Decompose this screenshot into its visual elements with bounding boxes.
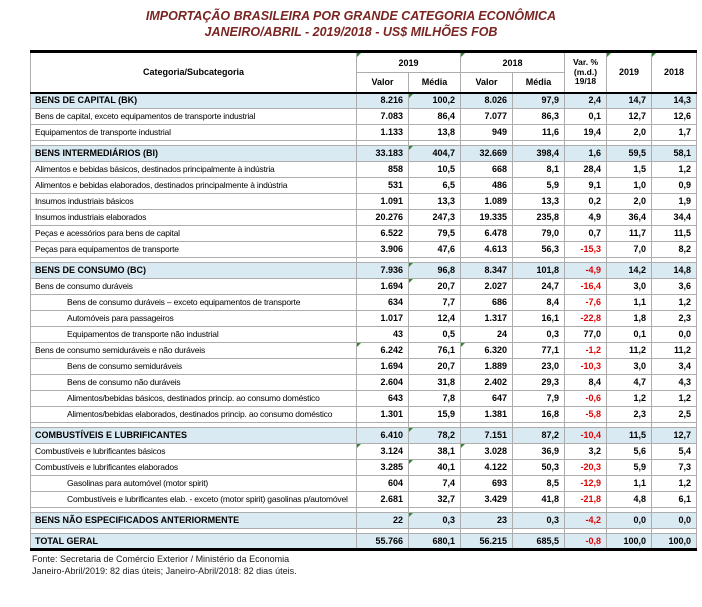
category-cell: Automóveis para passageiros bbox=[31, 311, 357, 327]
value-cell: 34,4 bbox=[652, 210, 697, 226]
table-body bbox=[31, 93, 697, 550]
value-cell: -4,9 bbox=[565, 263, 607, 279]
value-cell: 32.669 bbox=[461, 146, 513, 162]
value-cell: 11,7 bbox=[607, 226, 652, 242]
table-row bbox=[31, 178, 697, 194]
value-cell: 0,7 bbox=[565, 226, 607, 242]
value-cell: 59,5 bbox=[607, 146, 652, 162]
table-row bbox=[31, 359, 697, 375]
category-cell: Insumos industriais elaborados bbox=[31, 210, 357, 226]
table-row bbox=[31, 162, 697, 178]
value-cell: 2,4 bbox=[565, 93, 607, 109]
category-cell: Alimentos e bebidas básicos, destinados principalmente à indústria bbox=[31, 162, 357, 178]
value-cell: 693 bbox=[461, 476, 513, 492]
value-cell: 20,7 bbox=[409, 359, 461, 375]
header-share-2019: 2019 bbox=[607, 52, 652, 93]
value-cell: -0,8 bbox=[565, 534, 607, 550]
value-cell: 41,8 bbox=[513, 492, 565, 508]
value-cell: 47,6 bbox=[409, 242, 461, 258]
value-cell: -20,3 bbox=[565, 460, 607, 476]
table-row bbox=[31, 242, 697, 258]
value-cell: 76,1 bbox=[409, 343, 461, 359]
value-cell: 8,4 bbox=[513, 295, 565, 311]
value-cell: 7.083 bbox=[357, 109, 409, 125]
header-var-line1: Var. % bbox=[572, 57, 599, 67]
value-cell: 858 bbox=[357, 162, 409, 178]
value-cell: 6.522 bbox=[357, 226, 409, 242]
table-row bbox=[31, 226, 697, 242]
value-cell: 1,7 bbox=[652, 125, 697, 141]
value-cell: 24,7 bbox=[513, 279, 565, 295]
value-cell: 86,4 bbox=[409, 109, 461, 125]
value-cell: 16,8 bbox=[513, 407, 565, 423]
value-cell: 3,6 bbox=[652, 279, 697, 295]
value-cell: -15,3 bbox=[565, 242, 607, 258]
value-cell: 87,2 bbox=[513, 428, 565, 444]
value-cell: 15,9 bbox=[409, 407, 461, 423]
value-cell: 686 bbox=[461, 295, 513, 311]
header-media-2019: Média bbox=[409, 73, 461, 93]
value-cell: 2,0 bbox=[607, 125, 652, 141]
value-cell: 14,3 bbox=[652, 93, 697, 109]
value-cell: 7,8 bbox=[409, 391, 461, 407]
value-cell: 8.347 bbox=[461, 263, 513, 279]
value-cell: 3,0 bbox=[607, 359, 652, 375]
value-cell: 531 bbox=[357, 178, 409, 194]
report-title-line1: IMPORTAÇÃO BRASILEIRA POR GRANDE CATEGORIA ECONÔMICA bbox=[145, 9, 557, 23]
category-cell: Alimentos e bebidas elaborados, destinados principalmente à indústria bbox=[31, 178, 357, 194]
value-cell: 7,0 bbox=[607, 242, 652, 258]
value-cell: 11,6 bbox=[513, 125, 565, 141]
value-cell: 1.694 bbox=[357, 279, 409, 295]
category-cell: Combustíveis e lubrificantes elab. - exceto (motor spirit) gasolinas p/automóvel bbox=[31, 492, 357, 508]
value-cell: 8,1 bbox=[513, 162, 565, 178]
value-cell: 2.402 bbox=[461, 375, 513, 391]
category-cell: BENS DE CONSUMO (BC) bbox=[31, 263, 357, 279]
value-cell: 1.317 bbox=[461, 311, 513, 327]
value-cell: 643 bbox=[357, 391, 409, 407]
value-cell: 31,8 bbox=[409, 375, 461, 391]
value-cell: -0,6 bbox=[565, 391, 607, 407]
value-cell: 20.276 bbox=[357, 210, 409, 226]
value-cell: 2,3 bbox=[652, 311, 697, 327]
value-cell: 0,3 bbox=[409, 513, 461, 529]
value-cell: 100,2 bbox=[409, 93, 461, 109]
value-cell: 50,3 bbox=[513, 460, 565, 476]
value-cell: 1,1 bbox=[607, 476, 652, 492]
table-row bbox=[31, 279, 697, 295]
value-cell: 6.478 bbox=[461, 226, 513, 242]
category-cell: Equipamentos de transporte industrial bbox=[31, 125, 357, 141]
value-cell: 7.936 bbox=[357, 263, 409, 279]
header-row-groups bbox=[31, 52, 697, 73]
value-cell: 1,2 bbox=[652, 295, 697, 311]
category-cell: Alimentos/bebidas elaborados, destinados princip. ao consumo doméstico bbox=[31, 407, 357, 423]
value-cell: 1.089 bbox=[461, 194, 513, 210]
value-cell: 58,1 bbox=[652, 146, 697, 162]
value-cell: 647 bbox=[461, 391, 513, 407]
category-cell: BENS DE CAPITAL (BK) bbox=[31, 93, 357, 109]
value-cell: 8,2 bbox=[652, 242, 697, 258]
value-cell: 77,0 bbox=[565, 327, 607, 343]
value-cell: 4,8 bbox=[607, 492, 652, 508]
value-cell: 1,2 bbox=[652, 391, 697, 407]
value-cell: 56.215 bbox=[461, 534, 513, 550]
value-cell: 486 bbox=[461, 178, 513, 194]
value-cell: 0,9 bbox=[652, 178, 697, 194]
category-cell: BENS INTERMEDIÁRIOS (BI) bbox=[31, 146, 357, 162]
value-cell: 5,9 bbox=[513, 178, 565, 194]
table-row bbox=[31, 476, 697, 492]
value-cell: 0,0 bbox=[607, 513, 652, 529]
value-cell: 6.242 bbox=[357, 343, 409, 359]
value-cell: -12,9 bbox=[565, 476, 607, 492]
value-cell: 2.681 bbox=[357, 492, 409, 508]
value-cell: 43 bbox=[357, 327, 409, 343]
value-cell: 77,1 bbox=[513, 343, 565, 359]
value-cell: -1,2 bbox=[565, 343, 607, 359]
value-cell: 2.027 bbox=[461, 279, 513, 295]
value-cell: 14,2 bbox=[607, 263, 652, 279]
value-cell: 1.017 bbox=[357, 311, 409, 327]
value-cell: 100,0 bbox=[652, 534, 697, 550]
value-cell: 1,9 bbox=[652, 194, 697, 210]
value-cell: 5,4 bbox=[652, 444, 697, 460]
value-cell: 40,1 bbox=[409, 460, 461, 476]
table-row bbox=[31, 391, 697, 407]
table-row bbox=[31, 444, 697, 460]
value-cell: 6,1 bbox=[652, 492, 697, 508]
table-row bbox=[31, 295, 697, 311]
value-cell: 86,3 bbox=[513, 109, 565, 125]
category-cell: BENS NÃO ESPECIFICADOS ANTERIORMENTE bbox=[31, 513, 357, 529]
value-cell: 8.026 bbox=[461, 93, 513, 109]
value-cell: 0,0 bbox=[652, 327, 697, 343]
value-cell: 3.906 bbox=[357, 242, 409, 258]
value-cell: 12,7 bbox=[607, 109, 652, 125]
value-cell: 4,9 bbox=[565, 210, 607, 226]
value-cell: 1.301 bbox=[357, 407, 409, 423]
table-row bbox=[31, 375, 697, 391]
value-cell: 8,4 bbox=[565, 375, 607, 391]
value-cell: 8,5 bbox=[513, 476, 565, 492]
value-cell: 247,3 bbox=[409, 210, 461, 226]
value-cell: 11,2 bbox=[652, 343, 697, 359]
value-cell: 949 bbox=[461, 125, 513, 141]
value-cell: 3,4 bbox=[652, 359, 697, 375]
table-row bbox=[31, 263, 697, 279]
value-cell: 16,1 bbox=[513, 311, 565, 327]
value-cell: 3.028 bbox=[461, 444, 513, 460]
value-cell: 5,6 bbox=[607, 444, 652, 460]
value-cell: 79,5 bbox=[409, 226, 461, 242]
table-row bbox=[31, 460, 697, 476]
category-cell: Combustíveis e lubrificantes básicos bbox=[31, 444, 357, 460]
value-cell: 36,9 bbox=[513, 444, 565, 460]
value-cell: 24 bbox=[461, 327, 513, 343]
value-cell: 7,3 bbox=[652, 460, 697, 476]
value-cell: 1.133 bbox=[357, 125, 409, 141]
value-cell: 32,7 bbox=[409, 492, 461, 508]
value-cell: 12,4 bbox=[409, 311, 461, 327]
table-row bbox=[31, 407, 697, 423]
value-cell: 14,7 bbox=[607, 93, 652, 109]
category-cell: COMBUSTÍVEIS E LUBRIFICANTES bbox=[31, 428, 357, 444]
value-cell: 1.091 bbox=[357, 194, 409, 210]
category-cell: Equipamentos de transporte não industrial bbox=[31, 327, 357, 343]
value-cell: 1.694 bbox=[357, 359, 409, 375]
value-cell: -22,8 bbox=[565, 311, 607, 327]
value-cell: 1,5 bbox=[607, 162, 652, 178]
value-cell: 13,8 bbox=[409, 125, 461, 141]
value-cell: -10,3 bbox=[565, 359, 607, 375]
value-cell: 3.429 bbox=[461, 492, 513, 508]
value-cell: 6.410 bbox=[357, 428, 409, 444]
value-cell: 1,2 bbox=[652, 476, 697, 492]
value-cell: 404,7 bbox=[409, 146, 461, 162]
table-header bbox=[31, 52, 697, 93]
value-cell: 29,3 bbox=[513, 375, 565, 391]
value-cell: 3.285 bbox=[357, 460, 409, 476]
value-cell: 11,5 bbox=[652, 226, 697, 242]
value-cell: 4.122 bbox=[461, 460, 513, 476]
value-cell: 28,4 bbox=[565, 162, 607, 178]
value-cell: 11,5 bbox=[607, 428, 652, 444]
table-footnote bbox=[32, 554, 702, 577]
value-cell: 22 bbox=[357, 513, 409, 529]
header-valor-2019: Valor bbox=[357, 73, 409, 93]
table-row bbox=[31, 534, 697, 550]
value-cell: 0,2 bbox=[565, 194, 607, 210]
value-cell: 2,3 bbox=[607, 407, 652, 423]
value-cell: 3.124 bbox=[357, 444, 409, 460]
value-cell: 0,3 bbox=[513, 513, 565, 529]
table-row bbox=[31, 327, 697, 343]
category-cell: Bens de consumo não duráveis bbox=[31, 375, 357, 391]
value-cell: 7,9 bbox=[513, 391, 565, 407]
value-cell: 1,2 bbox=[652, 162, 697, 178]
value-cell: 1,0 bbox=[607, 178, 652, 194]
value-cell: 2.604 bbox=[357, 375, 409, 391]
value-cell: -21,8 bbox=[565, 492, 607, 508]
table-row bbox=[31, 210, 697, 226]
value-cell: 4.613 bbox=[461, 242, 513, 258]
import-categories-table bbox=[30, 50, 697, 551]
table-row bbox=[31, 513, 697, 529]
table-row bbox=[31, 343, 697, 359]
value-cell: 0,1 bbox=[565, 109, 607, 125]
value-cell: 23 bbox=[461, 513, 513, 529]
value-cell: 56,3 bbox=[513, 242, 565, 258]
table-row bbox=[31, 194, 697, 210]
table-row bbox=[31, 428, 697, 444]
value-cell: 9,1 bbox=[565, 178, 607, 194]
value-cell: 7.151 bbox=[461, 428, 513, 444]
value-cell: 101,8 bbox=[513, 263, 565, 279]
value-cell: 685,5 bbox=[513, 534, 565, 550]
value-cell: 97,9 bbox=[513, 93, 565, 109]
value-cell: 78,2 bbox=[409, 428, 461, 444]
value-cell: 6.320 bbox=[461, 343, 513, 359]
header-var-line2: (m.d.) bbox=[573, 66, 598, 77]
value-cell: 604 bbox=[357, 476, 409, 492]
value-cell: 6,5 bbox=[409, 178, 461, 194]
value-cell: 2,5 bbox=[652, 407, 697, 423]
value-cell: 1.889 bbox=[461, 359, 513, 375]
value-cell: 13,3 bbox=[409, 194, 461, 210]
value-cell: 36,4 bbox=[607, 210, 652, 226]
value-cell: 100,0 bbox=[607, 534, 652, 550]
category-cell: Bens de consumo duráveis bbox=[31, 279, 357, 295]
value-cell: 634 bbox=[357, 295, 409, 311]
value-cell: 13,3 bbox=[513, 194, 565, 210]
value-cell: -7,6 bbox=[565, 295, 607, 311]
value-cell: 11,2 bbox=[607, 343, 652, 359]
category-cell: Gasolinas para automóvel (motor spirit) bbox=[31, 476, 357, 492]
value-cell: 668 bbox=[461, 162, 513, 178]
value-cell: 7.077 bbox=[461, 109, 513, 125]
value-cell: 19.335 bbox=[461, 210, 513, 226]
category-cell: Bens de consumo duráveis – exceto equipamentos de transporte bbox=[31, 295, 357, 311]
header-var-line3: 19/18 bbox=[574, 76, 597, 86]
value-cell: 680,1 bbox=[409, 534, 461, 550]
value-cell: 1,1 bbox=[607, 295, 652, 311]
value-cell: 38,1 bbox=[409, 444, 461, 460]
category-cell: Bens de consumo semiduráveis bbox=[31, 359, 357, 375]
header-valor-2018: Valor bbox=[461, 73, 513, 93]
value-cell: 7,7 bbox=[409, 295, 461, 311]
value-cell: 5,9 bbox=[607, 460, 652, 476]
value-cell: 7,4 bbox=[409, 476, 461, 492]
value-cell: -4,2 bbox=[565, 513, 607, 529]
header-share-2018: 2018 bbox=[652, 52, 697, 93]
value-cell: 3,0 bbox=[607, 279, 652, 295]
table-row bbox=[31, 125, 697, 141]
report-title-line2: JANEIRO/ABRIL - 2019/2018 - US$ MILHÕES FOB bbox=[204, 25, 498, 39]
header-category: Categoria/Subcategoria bbox=[31, 52, 357, 93]
value-cell: 3,2 bbox=[565, 444, 607, 460]
value-cell: 4,3 bbox=[652, 375, 697, 391]
value-cell: 1,6 bbox=[565, 146, 607, 162]
value-cell: -16,4 bbox=[565, 279, 607, 295]
value-cell: -10,4 bbox=[565, 428, 607, 444]
category-cell: TOTAL GERAL bbox=[31, 534, 357, 550]
value-cell: 0,0 bbox=[652, 513, 697, 529]
value-cell: 55.766 bbox=[357, 534, 409, 550]
value-cell: 23,0 bbox=[513, 359, 565, 375]
footnote-source: Fonte: Secretaria de Comércio Exterior / Ministério da Economia bbox=[32, 554, 290, 564]
value-cell: 1,2 bbox=[607, 391, 652, 407]
table-row bbox=[31, 492, 697, 508]
value-cell: 10,5 bbox=[409, 162, 461, 178]
category-cell: Bens de capital, exceto equipamentos de transporte industrial bbox=[31, 109, 357, 125]
report-title bbox=[0, 8, 702, 40]
footnote-working-days: Janeiro-Abril/2019: 82 dias úteis; Janeiro-Abril/2018: 82 dias úteis. bbox=[32, 565, 297, 576]
value-cell: 33.183 bbox=[357, 146, 409, 162]
value-cell: 79,0 bbox=[513, 226, 565, 242]
table-row bbox=[31, 311, 697, 327]
value-cell: 14,8 bbox=[652, 263, 697, 279]
value-cell: 0,3 bbox=[513, 327, 565, 343]
value-cell: 4,7 bbox=[607, 375, 652, 391]
category-cell: Bens de consumo semiduráveis e não duráveis bbox=[31, 343, 357, 359]
category-cell: Insumos industriais básicos bbox=[31, 194, 357, 210]
value-cell: 12,6 bbox=[652, 109, 697, 125]
table-row bbox=[31, 93, 697, 109]
category-cell: Peças para equipamentos de transporte bbox=[31, 242, 357, 258]
table-row bbox=[31, 146, 697, 162]
value-cell: 20,7 bbox=[409, 279, 461, 295]
value-cell: -5,8 bbox=[565, 407, 607, 423]
table-row bbox=[31, 109, 697, 125]
header-media-2018: Média bbox=[513, 73, 565, 93]
value-cell: 1,8 bbox=[607, 311, 652, 327]
value-cell: 1.381 bbox=[461, 407, 513, 423]
category-cell: Alimentos/bebidas básicos, destinados princip. ao consumo doméstico bbox=[31, 391, 357, 407]
category-cell: Peças e acessórios para bens de capital bbox=[31, 226, 357, 242]
value-cell: 8.216 bbox=[357, 93, 409, 109]
value-cell: 0,1 bbox=[607, 327, 652, 343]
category-cell: Combustíveis e lubrificantes elaborados bbox=[31, 460, 357, 476]
value-cell: 398,4 bbox=[513, 146, 565, 162]
value-cell: 2,0 bbox=[607, 194, 652, 210]
header-group-2018: 2018 bbox=[461, 52, 565, 73]
value-cell: 96,8 bbox=[409, 263, 461, 279]
header-group-2019: 2019 bbox=[357, 52, 461, 73]
value-cell: 12,7 bbox=[652, 428, 697, 444]
value-cell: 0,5 bbox=[409, 327, 461, 343]
value-cell: 235,8 bbox=[513, 210, 565, 226]
header-var-percent bbox=[565, 52, 607, 93]
value-cell: 19,4 bbox=[565, 125, 607, 141]
